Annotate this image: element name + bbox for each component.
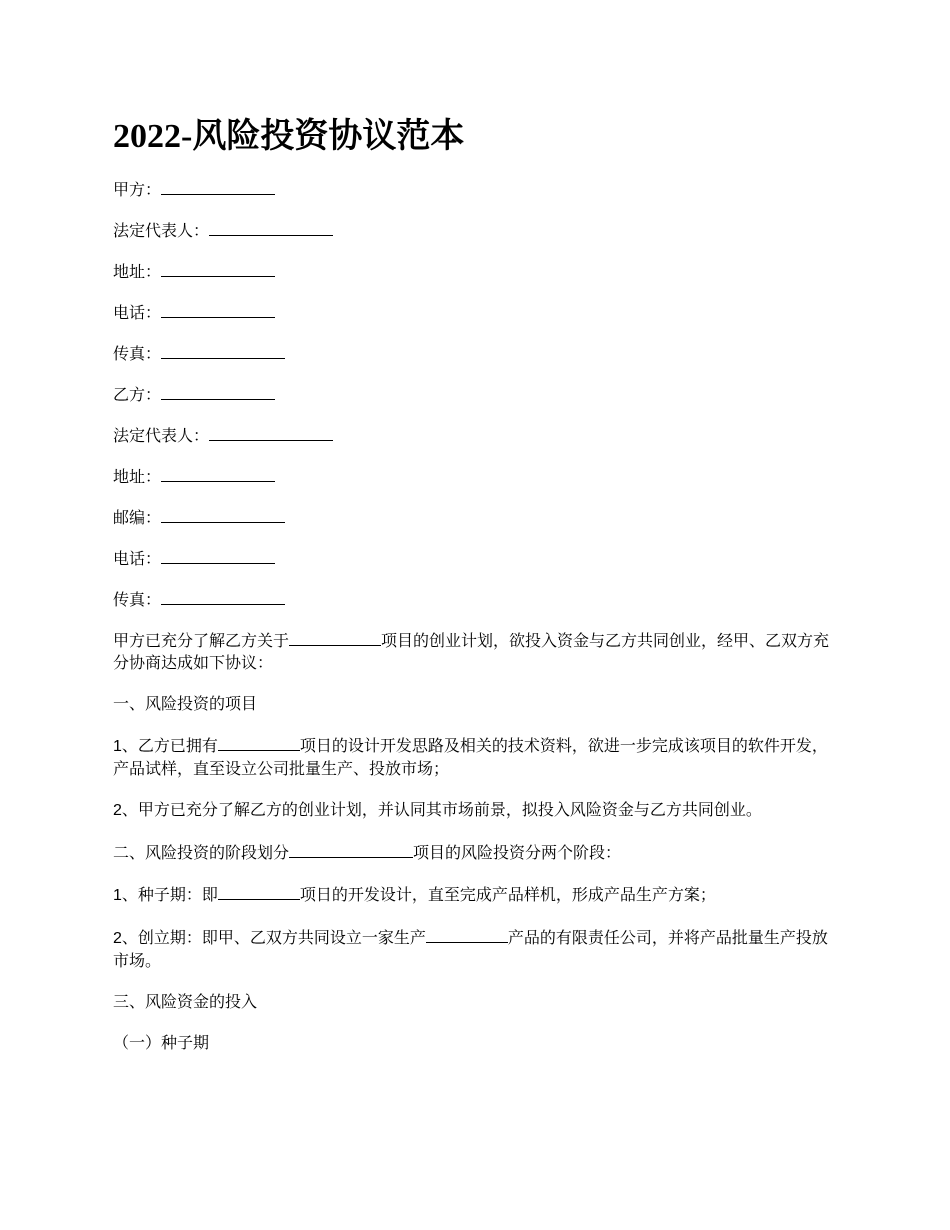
section-3-heading: 三、风险资金的投入 (113, 992, 258, 1011)
blank-line[interactable] (289, 629, 381, 646)
section-2-item-2 (113, 926, 833, 972)
field-label: 地址： (113, 262, 162, 281)
item-text: 、甲方已充分了解乙方的创业计划，并认同其市场前景，拟投入风险资金与乙方共同创业。 (121, 800, 762, 819)
section-1-item-1 (113, 734, 833, 780)
item-number: 2 (113, 930, 122, 947)
field-label: 乙方： (113, 385, 162, 404)
party-b-address-field (113, 465, 833, 487)
section-1-heading: 一、风险投资的项目 (113, 694, 258, 713)
blank-line[interactable] (161, 547, 275, 564)
blank-line[interactable] (161, 465, 275, 482)
blank-line[interactable] (426, 926, 508, 943)
party-b-fax-field (113, 588, 833, 610)
blank-line[interactable] (218, 734, 300, 751)
section-2-item-1 (113, 883, 833, 907)
field-label: 电话： (113, 549, 162, 568)
party-a-phone-field (113, 301, 833, 323)
item-text-b: 项日的开发设计，直至完成产品样机，形成产品生产方案； (299, 885, 716, 904)
party-a-fax-field (113, 342, 833, 364)
heading-text-a: 二、风险投资的阶段划分 (113, 843, 290, 862)
item-text-b: 项日的设计开发思路及相关的技术资料，欲进一步完成该项目的软件开发，产品试样，直至设立公司批量生产、投放市场； (113, 736, 828, 778)
document-title: 2022-风险投资协议范本 (113, 118, 465, 155)
party-b-postcode-field (113, 506, 833, 528)
party-a-name-field (113, 178, 833, 200)
blank-line[interactable] (289, 841, 413, 858)
intro-text-a: 甲方已充分了解乙方关于 (113, 631, 290, 650)
section-3-subheading: （一）种子期 (113, 1033, 210, 1052)
party-b-legal-rep-field (113, 424, 833, 446)
intro-paragraph (113, 629, 833, 674)
section-1-item-2 (113, 799, 833, 822)
document-page (113, 112, 833, 1073)
heading-text-b: 项目的风险投资分两个阶段： (413, 843, 622, 862)
item-number: 2 (113, 802, 122, 819)
field-label: 甲方： (113, 180, 162, 199)
field-label: 地址： (113, 467, 162, 486)
field-label: 法定代表人： (113, 426, 210, 445)
blank-line[interactable] (161, 260, 275, 277)
item-text-b: 产品的有限责任公司，并将产品批量生产投放市场。 (113, 928, 828, 970)
blank-line[interactable] (209, 424, 333, 441)
blank-line[interactable] (218, 883, 300, 900)
section-2-heading (113, 841, 833, 864)
item-text-a: 、乙方已拥有 (121, 736, 218, 755)
blank-line[interactable] (161, 588, 285, 605)
field-label: 电话： (113, 303, 162, 322)
blank-line[interactable] (161, 301, 275, 318)
intro-text-b: 项目的创业计划，欲投入资金与乙方共同创业，经甲、乙双方充分协商达成如下协议： (113, 631, 830, 672)
party-b-name-field (113, 383, 833, 405)
item-text-a: 、创立期：即甲、乙双方共同设立一家生产 (121, 928, 426, 947)
blank-line[interactable] (161, 383, 275, 400)
item-number: 1 (113, 738, 122, 755)
party-a-address-field (113, 260, 833, 282)
party-a-legal-rep-field (113, 219, 833, 241)
party-b-phone-field (113, 547, 833, 569)
field-label: 邮编： (113, 508, 162, 527)
item-number: 1 (113, 887, 122, 904)
field-label: 传真： (113, 590, 162, 609)
blank-line[interactable] (161, 178, 275, 195)
field-label: 传真： (113, 344, 162, 363)
blank-line[interactable] (209, 219, 333, 236)
item-text-a: 、种子期：即 (121, 885, 218, 904)
blank-line[interactable] (161, 342, 285, 359)
blank-line[interactable] (161, 506, 285, 523)
field-label: 法定代表人： (113, 221, 210, 240)
